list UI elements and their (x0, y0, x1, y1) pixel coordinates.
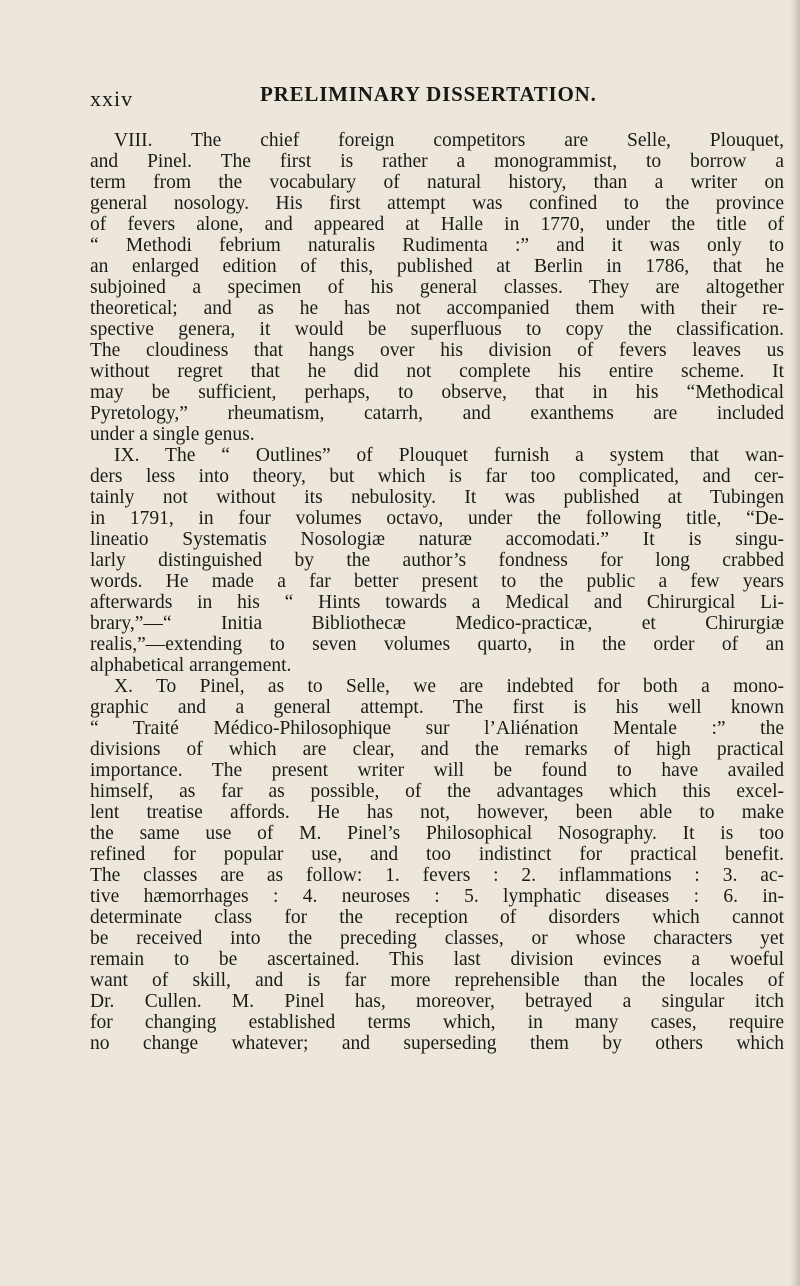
text-line: importance. The present writer will be found to have availed (90, 760, 784, 781)
text-line: the same use of M. Pinel’s Philosophical Nosography. It is too (90, 823, 784, 844)
text-line: without regret that he did not complete his entire scheme. It (90, 361, 784, 382)
page-edge-shadow (790, 0, 800, 1286)
text-line: divisions of which are clear, and the remarks of high practical (90, 739, 784, 760)
text-line: ders less into theory, but which is far too complicated, and cer- (90, 466, 784, 487)
text-line: brary,”—“ Initia Bibliothecæ Medico-practicæ, et Chirurgiæ (90, 613, 784, 634)
text-line: lineatio Systematis Nosologiæ naturæ accomodati.” It is singu- (90, 529, 784, 550)
text-line: theoretical; and as he has not accompanied them with their re- (90, 298, 784, 319)
text-line: Dr. Cullen. M. Pinel has, moreover, betrayed a singular itch (90, 991, 784, 1012)
text-line: tive hæmorrhages : 4. neuroses : 5. lymphatic diseases : 6. in- (90, 886, 784, 907)
text-line: graphic and a general attempt. The first is his well known (90, 697, 784, 718)
text-line: alphabetical arrangement. (90, 655, 292, 676)
text-line: himself, as far as possible, of the advantages which this excel- (90, 781, 784, 802)
text-line: in 1791, in four volumes octavo, under the following title, “De- (90, 508, 784, 529)
text-line: The classes are as follow: 1. fevers : 2. inflammations : 3. ac- (90, 865, 784, 886)
text-line: subjoined a specimen of his general classes. They are altogether (90, 277, 784, 298)
text-line: determinate class for the reception of disorders which cannot (90, 907, 784, 928)
text-line: words. He made a far better present to the public a few years (90, 571, 784, 592)
text-line: afterwards in his “ Hints towards a Medical and Chirurgical Li- (90, 592, 784, 613)
text-line: of fevers alone, and appeared at Halle in 1770, under the title of (90, 214, 784, 235)
text-line: tainly not without its nebulosity. It was published at Tubingen (90, 487, 784, 508)
text-line: general nosology. His first attempt was confined to the province (90, 193, 784, 214)
text-line: an enlarged edition of this, published at Berlin in 1786, that he (90, 256, 784, 277)
text-line: X. To Pinel, as to Selle, we are indebted for both a mono- (114, 676, 784, 697)
text-line: “ Traité Médico-Philosophique sur l’Aliénation Mentale :” the (90, 718, 784, 739)
text-line: VIII. The chief foreign competitors are Selle, Plouquet, (114, 130, 784, 151)
text-line: and Pinel. The first is rather a monogrammist, to borrow a (90, 151, 784, 172)
text-line: refined for popular use, and too indistinct for practical benefit. (90, 844, 784, 865)
text-line: IX. The “ Outlines” of Plouquet furnish a system that wan- (114, 445, 784, 466)
body-text (90, 130, 784, 1270)
text-line: “ Methodi febrium naturalis Rudimenta :” and it was only to (90, 235, 784, 256)
text-line: Pyretology,” rheumatism, catarrh, and exanthems are included (90, 403, 784, 424)
text-line: want of skill, and is far more reprehensible than the locales of (90, 970, 784, 991)
text-line: term from the vocabulary of natural history, than a writer on (90, 172, 784, 193)
text-line: larly distinguished by the author’s fondness for long crabbed (90, 550, 784, 571)
text-line: spective genera, it would be superfluous to copy the classification. (90, 319, 784, 340)
text-line: lent treatise affords. He has not, however, been able to make (90, 802, 784, 823)
text-line: no change whatever; and superseding them by others which (90, 1033, 784, 1054)
page-header (90, 82, 780, 116)
text-line: may be sufficient, perhaps, to observe, that in his “Methodical (90, 382, 784, 403)
page-number: xxiv (90, 86, 134, 111)
running-head: PRELIMINARY DISSERTATION. (260, 82, 597, 106)
text-line: The cloudiness that hangs over his division of fevers leaves us (90, 340, 784, 361)
text-line: remain to be ascertained. This last division evinces a woeful (90, 949, 784, 970)
text-line: be received into the preceding classes, or whose characters yet (90, 928, 784, 949)
text-line: realis,”—extending to seven volumes quarto, in the order of an (90, 634, 784, 655)
text-line: for changing established terms which, in many cases, require (90, 1012, 784, 1033)
text-line: under a single genus. (90, 424, 255, 445)
